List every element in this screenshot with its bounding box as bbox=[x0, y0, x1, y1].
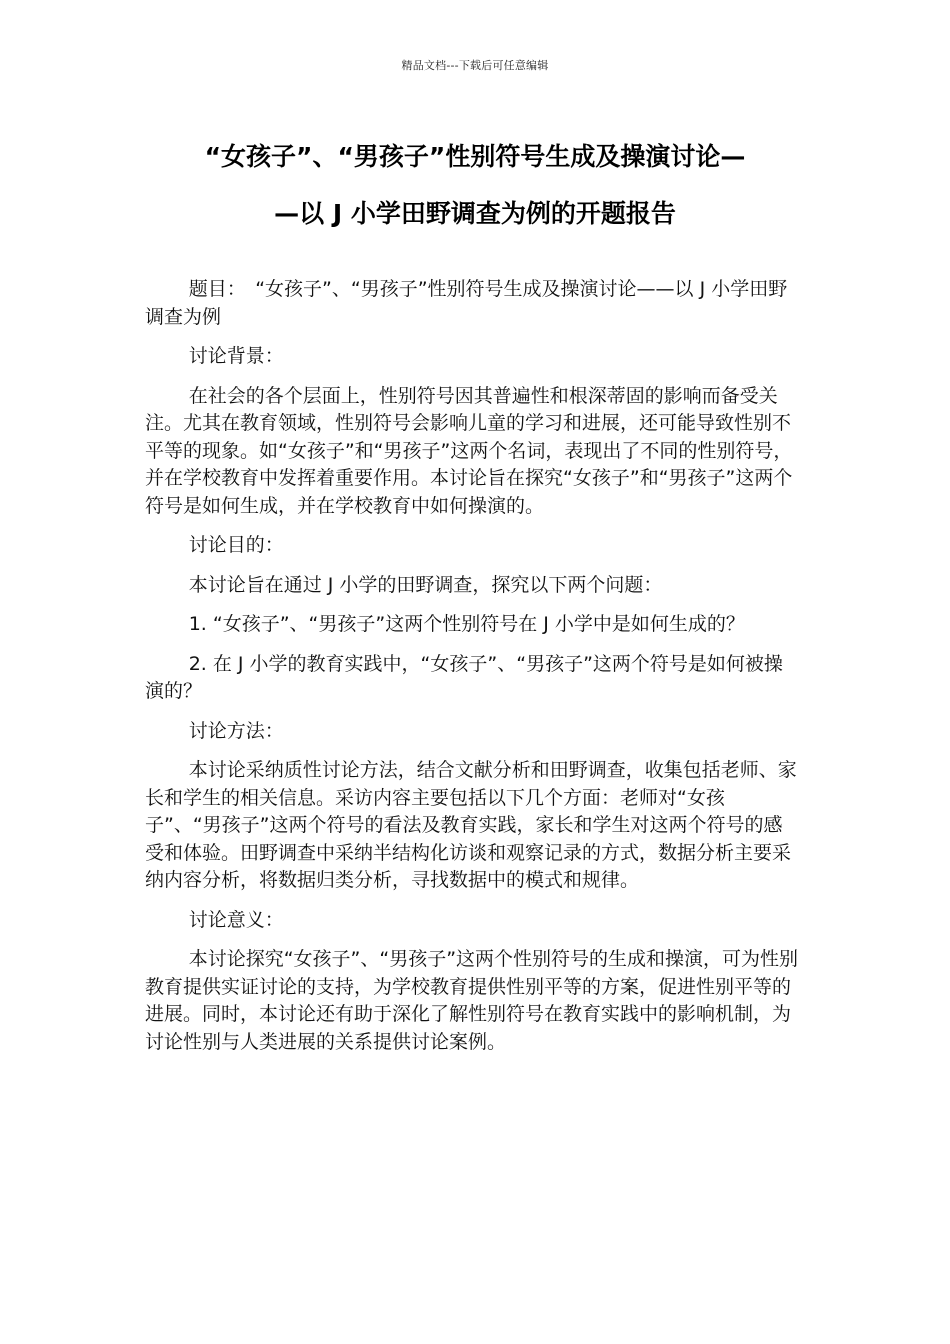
section-heading-significance: 讨论意义： bbox=[188, 908, 284, 931]
question-2: 2. 在 J 小学的教育实践中，“女孩子”、“男孩子”这两个符号是如何被操演的？ bbox=[145, 652, 783, 702]
purpose-paragraph: 本讨论旨在通过 J 小学的田野调查，探究以下两个问题： bbox=[188, 573, 663, 596]
title-line-2: —以 J 小学田野调查为例的开题报告 bbox=[274, 199, 676, 228]
method-paragraph: 本讨论采纳质性讨论方法，结合文献分析和田野调查，收集包括老师、家长和学生的相关信息。采访内容主要包括以下几个方面：老师对“女孩子”、“男孩子”这两个符号的看法及教育实践，家长和学生对这两个符号的感受和体验。田野调查中采纳半结构化访谈和观察记录的方式，数据分析主要采纳内容分析，将数据归类分析，寻找数据中的模式和规律。 bbox=[145, 759, 797, 891]
topic-paragraph: 题目： “女孩子”、“男孩子”性别符号生成及操演讨论——以 J 小学田野调查为例 bbox=[145, 278, 788, 328]
document-body bbox=[145, 276, 800, 1068]
background-paragraph: 在社会的各个层面上，性别符号因其普遍性和根深蒂固的影响而备受关注。尤其在教育领域，性别符号会影响儿童的学习和进展，还可能导致性别不平等的现象。如“女孩子”和“男孩子”这两个名词，表现出了不同的性别符号，并在学校教育中发挥着重要作用。本讨论旨在探究“女孩子”和“男孩子”这两个符号是如何生成，并在学校教育中如何操演的。 bbox=[145, 384, 793, 517]
header-note: 精品文档---下载后可任意编辑 bbox=[401, 59, 549, 72]
title-line-1: “女孩子”、“男孩子”性别符号生成及操演讨论— bbox=[204, 142, 746, 171]
section-heading-method: 讨论方法： bbox=[188, 719, 284, 742]
document-title bbox=[140, 128, 810, 242]
significance-paragraph: 本讨论探究“女孩子”、“男孩子”这两个性别符号的生成和操演，可为性别教育提供实证讨论的支持，为学校教育提供性别平等的方案，促进性别平等的进展。同时，本讨论还有助于深化了解性别符号在教育实践中的影响机制，为讨论性别与人类进展的关系提供讨论案例。 bbox=[145, 948, 799, 1053]
section-heading-purpose: 讨论目的： bbox=[188, 534, 284, 556]
section-heading-background: 讨论背景： bbox=[188, 345, 284, 367]
question-1: 1. “女孩子”、“男孩子”这两个性别符号在 J 小学中是如何生成的？ bbox=[188, 613, 745, 635]
